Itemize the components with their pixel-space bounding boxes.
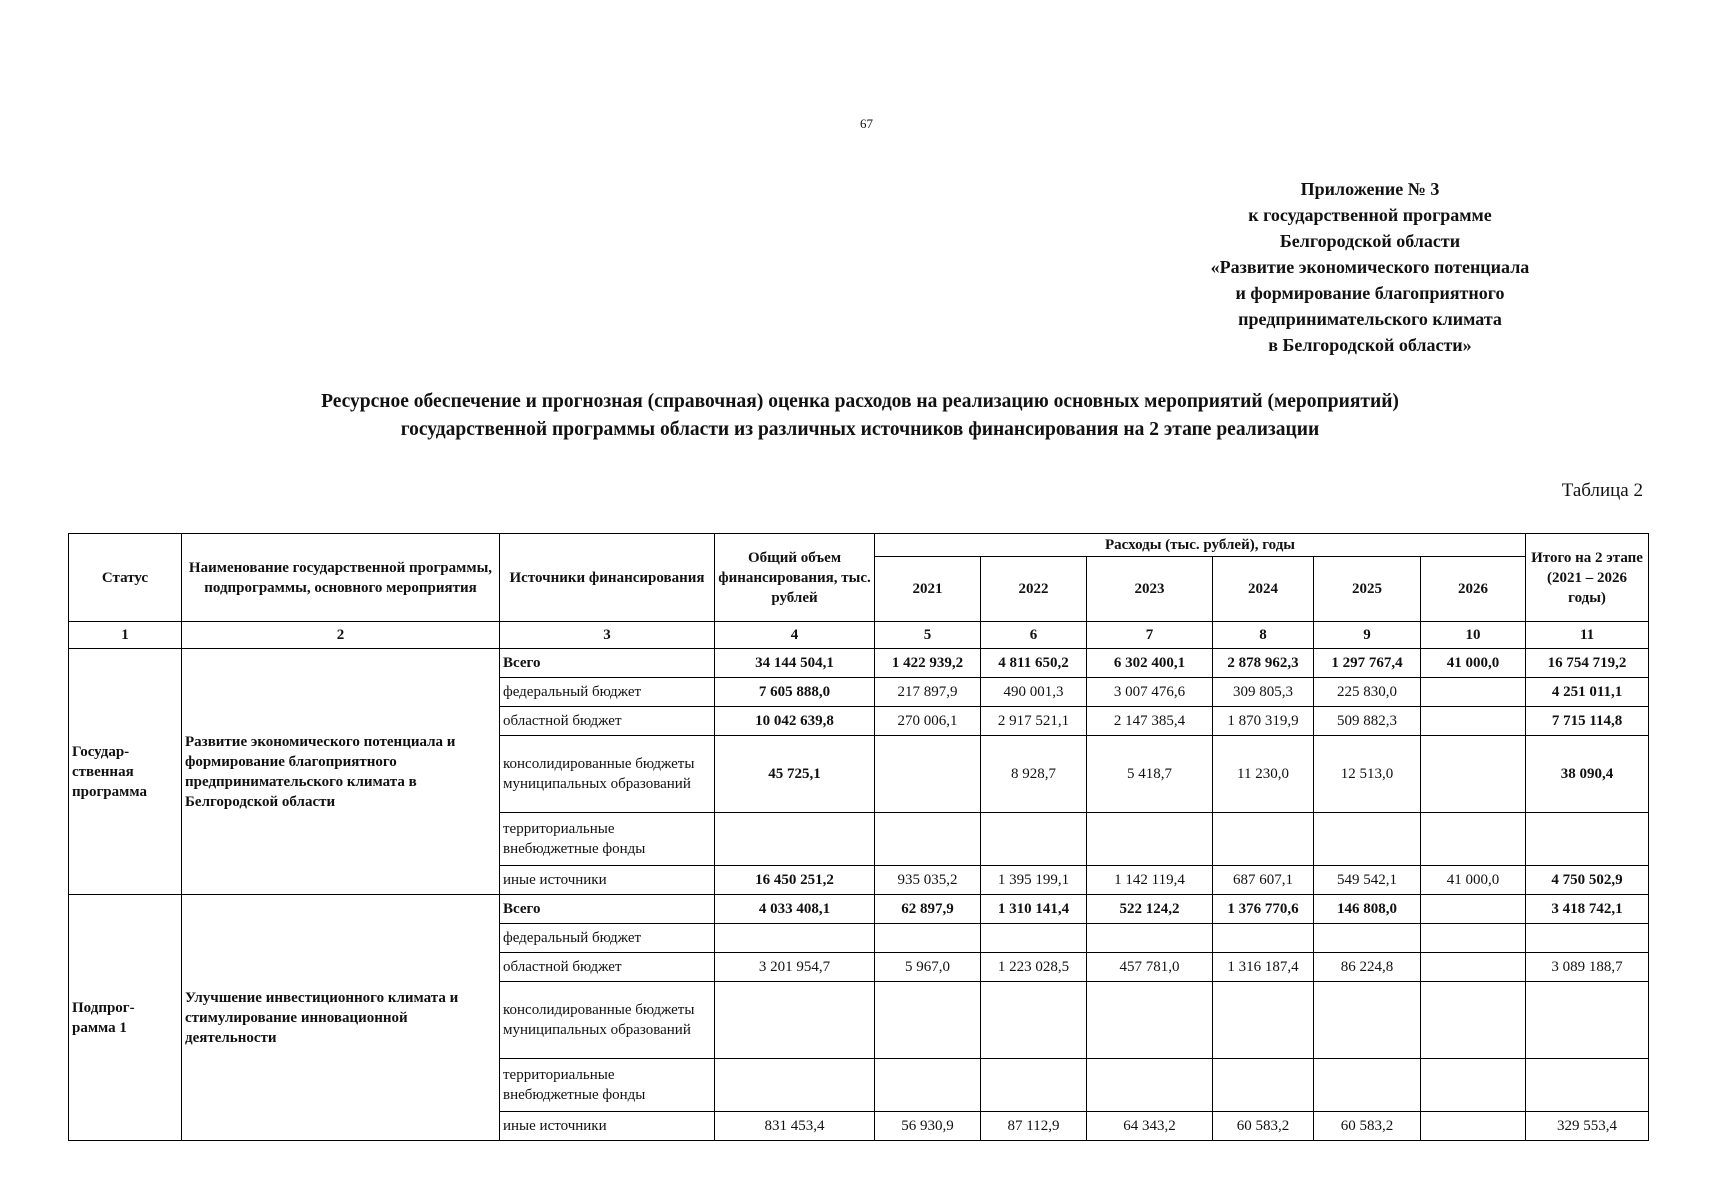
header-status: Статус (69, 534, 182, 622)
cell-year-2021: 270 006,1 (875, 707, 981, 736)
column-number: 11 (1526, 622, 1649, 649)
column-number: 5 (875, 622, 981, 649)
cell-year-2024 (1213, 924, 1314, 953)
cell-year-2026 (1421, 982, 1526, 1059)
cell-year-2022 (981, 982, 1087, 1059)
appendix-line: Белгородской области (1279, 231, 1461, 251)
row-status: Подпрог-рамма 1 (69, 895, 182, 1141)
cell-year-2023 (1087, 813, 1213, 866)
cell-source: областной бюджет (500, 707, 715, 736)
cell-total: 10 042 639,8 (715, 707, 875, 736)
cell-year-2024: 60 583,2 (1213, 1112, 1314, 1141)
cell-year-2023: 3 007 476,6 (1087, 678, 1213, 707)
cell-total (715, 813, 875, 866)
cell-total: 831 453,4 (715, 1112, 875, 1141)
cell-stage-total: 7 715 114,8 (1526, 707, 1649, 736)
cell-stage-total: 3 089 188,7 (1526, 953, 1649, 982)
cell-year-2025: 225 830,0 (1314, 678, 1421, 707)
cell-year-2026: 41 000,0 (1421, 649, 1526, 678)
cell-year-2022: 1 223 028,5 (981, 953, 1087, 982)
header-year: 2025 (1314, 557, 1421, 622)
cell-year-2025 (1314, 1059, 1421, 1112)
cell-year-2026 (1421, 953, 1526, 982)
cell-year-2023: 6 302 400,1 (1087, 649, 1213, 678)
cell-source: иные источники (500, 866, 715, 895)
cell-year-2024 (1213, 1059, 1314, 1112)
cell-year-2022: 2 917 521,1 (981, 707, 1087, 736)
cell-year-2026 (1421, 813, 1526, 866)
cell-year-2026 (1421, 707, 1526, 736)
cell-year-2026 (1421, 678, 1526, 707)
cell-total (715, 924, 875, 953)
row-status: Государ-ственная программа (69, 649, 182, 895)
header-name: Наименование государственной программы, подпрограммы, основного мероприятия (182, 534, 500, 622)
cell-total: 45 725,1 (715, 736, 875, 813)
cell-stage-total (1526, 1059, 1649, 1112)
cell-source: консолидированные бюджеты муниципальных образований (500, 982, 715, 1059)
column-number: 7 (1087, 622, 1213, 649)
header-year: 2022 (981, 557, 1087, 622)
document-title-line: Ресурсное обеспечение и прогнозная (справочная) оценка расходов на реализацию основных мероприятий (мероприятий) (321, 391, 1399, 412)
cell-year-2023: 522 124,2 (1087, 895, 1213, 924)
cell-stage-total: 4 750 502,9 (1526, 866, 1649, 895)
cell-stage-total: 3 418 742,1 (1526, 895, 1649, 924)
cell-year-2025: 509 882,3 (1314, 707, 1421, 736)
header-year: 2024 (1213, 557, 1314, 622)
cell-year-2021: 5 967,0 (875, 953, 981, 982)
cell-year-2023: 2 147 385,4 (1087, 707, 1213, 736)
cell-year-2026 (1421, 1112, 1526, 1141)
cell-source: территориальные внебюджетные фонды (500, 1059, 715, 1112)
document-title-line: государственной программы области из различных источников финансирования на 2 этапе реализации (400, 419, 1320, 440)
cell-year-2022: 4 811 650,2 (981, 649, 1087, 678)
table-row (69, 895, 1649, 924)
cell-year-2023 (1087, 1059, 1213, 1112)
column-number: 4 (715, 622, 875, 649)
cell-year-2021 (875, 813, 981, 866)
appendix-line: к государственной программе (1248, 205, 1492, 225)
cell-year-2022: 490 001,3 (981, 678, 1087, 707)
cell-stage-total: 16 754 719,2 (1526, 649, 1649, 678)
cell-year-2025: 12 513,0 (1314, 736, 1421, 813)
cell-year-2024: 2 878 962,3 (1213, 649, 1314, 678)
cell-year-2022: 1 310 141,4 (981, 895, 1087, 924)
appendix-line: «Развитие экономического потенциала (1210, 257, 1530, 277)
document-title (150, 388, 1570, 444)
cell-year-2025 (1314, 924, 1421, 953)
cell-year-2023: 457 781,0 (1087, 953, 1213, 982)
cell-year-2024: 1 870 319,9 (1213, 707, 1314, 736)
cell-source: областной бюджет (500, 953, 715, 982)
column-number: 10 (1421, 622, 1526, 649)
cell-year-2021 (875, 924, 981, 953)
cell-year-2024: 309 805,3 (1213, 678, 1314, 707)
column-number: 3 (500, 622, 715, 649)
appendix-line: предпринимательского климата (1238, 309, 1502, 329)
cell-source: территориальные внебюджетные фонды (500, 813, 715, 866)
header-stage-total: Итого на 2 этапе (2021 – 2026 годы) (1526, 534, 1649, 622)
cell-year-2024: 687 607,1 (1213, 866, 1314, 895)
appendix-header (1130, 176, 1610, 358)
cell-source: иные источники (500, 1112, 715, 1141)
cell-source: федеральный бюджет (500, 678, 715, 707)
cell-year-2025: 60 583,2 (1314, 1112, 1421, 1141)
cell-total: 3 201 954,7 (715, 953, 875, 982)
cell-stage-total: 4 251 011,1 (1526, 678, 1649, 707)
appendix-line: в Белгородской области» (1268, 335, 1472, 355)
cell-year-2024: 1 316 187,4 (1213, 953, 1314, 982)
cell-stage-total (1526, 982, 1649, 1059)
cell-total: 16 450 251,2 (715, 866, 875, 895)
column-number: 1 (69, 622, 182, 649)
header-year: 2021 (875, 557, 981, 622)
cell-source: Всего (500, 649, 715, 678)
cell-year-2025 (1314, 813, 1421, 866)
cell-year-2023: 5 418,7 (1087, 736, 1213, 813)
cell-year-2024 (1213, 982, 1314, 1059)
column-number: 8 (1213, 622, 1314, 649)
budget-table (68, 533, 1649, 1141)
cell-year-2024 (1213, 813, 1314, 866)
cell-year-2022: 8 928,7 (981, 736, 1087, 813)
cell-stage-total: 329 553,4 (1526, 1112, 1649, 1141)
cell-total: 7 605 888,0 (715, 678, 875, 707)
cell-year-2021: 217 897,9 (875, 678, 981, 707)
cell-stage-total: 38 090,4 (1526, 736, 1649, 813)
cell-year-2022 (981, 813, 1087, 866)
cell-year-2021 (875, 1059, 981, 1112)
header-year: 2026 (1421, 557, 1526, 622)
cell-stage-total (1526, 924, 1649, 953)
cell-year-2025: 1 297 767,4 (1314, 649, 1421, 678)
row-program-name: Развитие экономического потенциала и формирование благоприятного предпринимательского климата в Белгородской области (182, 649, 500, 895)
cell-year-2026 (1421, 1059, 1526, 1112)
cell-stage-total (1526, 813, 1649, 866)
cell-year-2022: 1 395 199,1 (981, 866, 1087, 895)
column-number: 9 (1314, 622, 1421, 649)
cell-total: 4 033 408,1 (715, 895, 875, 924)
row-program-name: Улучшение инвестиционного климата и стимулирование инновационной деятельности (182, 895, 500, 1141)
cell-year-2025: 86 224,8 (1314, 953, 1421, 982)
header-sources: Источники финансирования (500, 534, 715, 622)
column-number: 6 (981, 622, 1087, 649)
cell-year-2025: 146 808,0 (1314, 895, 1421, 924)
cell-total: 34 144 504,1 (715, 649, 875, 678)
cell-year-2025 (1314, 982, 1421, 1059)
cell-year-2023: 1 142 119,4 (1087, 866, 1213, 895)
cell-total (715, 982, 875, 1059)
column-numbers-row (69, 622, 1649, 649)
cell-source: федеральный бюджет (500, 924, 715, 953)
cell-year-2022 (981, 924, 1087, 953)
table-body (69, 622, 1649, 1141)
cell-year-2026 (1421, 924, 1526, 953)
header-total: Общий объем финансирования, тыс. рублей (715, 534, 875, 622)
cell-year-2022: 87 112,9 (981, 1112, 1087, 1141)
cell-year-2021: 56 930,9 (875, 1112, 981, 1141)
cell-year-2026: 41 000,0 (1421, 866, 1526, 895)
cell-year-2023 (1087, 924, 1213, 953)
header-expenses: Расходы (тыс. рублей), годы (875, 534, 1526, 557)
appendix-line: и формирование благоприятного (1235, 283, 1505, 303)
cell-year-2021: 1 422 939,2 (875, 649, 981, 678)
cell-year-2024: 1 376 770,6 (1213, 895, 1314, 924)
cell-year-2026 (1421, 736, 1526, 813)
cell-year-2021 (875, 736, 981, 813)
cell-year-2022 (981, 1059, 1087, 1112)
cell-year-2024: 11 230,0 (1213, 736, 1314, 813)
cell-total (715, 1059, 875, 1112)
cell-source: Всего (500, 895, 715, 924)
table-row (69, 649, 1649, 678)
table-label: Таблица 2 (1561, 480, 1643, 501)
cell-year-2021: 935 035,2 (875, 866, 981, 895)
column-number: 2 (182, 622, 500, 649)
cell-year-2021 (875, 982, 981, 1059)
cell-source: консолидированные бюджеты муниципальных образований (500, 736, 715, 813)
cell-year-2023 (1087, 982, 1213, 1059)
page-number: 67 (860, 116, 873, 131)
appendix-line: Приложение № 3 (1300, 179, 1440, 199)
cell-year-2025: 549 542,1 (1314, 866, 1421, 895)
cell-year-2026 (1421, 895, 1526, 924)
cell-year-2021: 62 897,9 (875, 895, 981, 924)
header-year: 2023 (1087, 557, 1213, 622)
cell-year-2023: 64 343,2 (1087, 1112, 1213, 1141)
